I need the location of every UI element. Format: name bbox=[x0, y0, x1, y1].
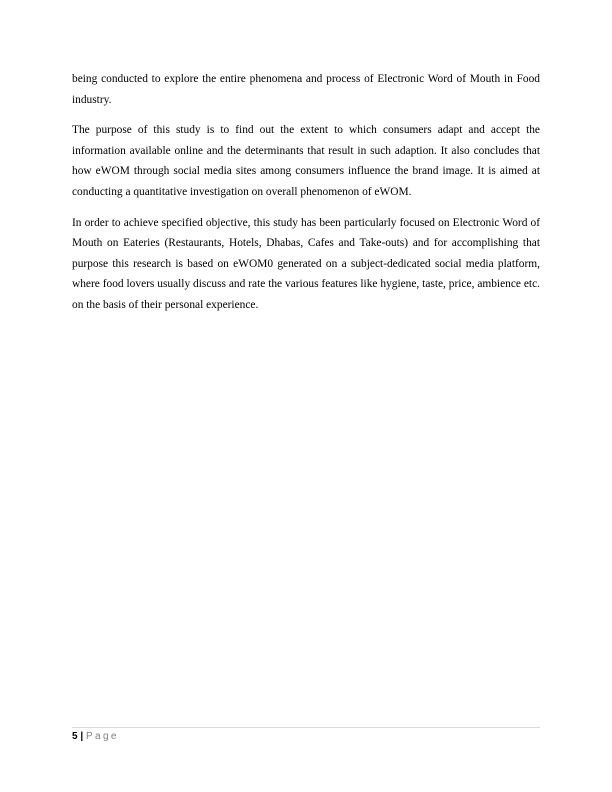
paragraph-purpose: The purpose of this study is to find out the extent to which consumers adapt and accept the information available online and the determinants that result in such adaption. It also concludes that how eWOM through social media sites among consumers influence the brand image. It is aimed at conducting a quantitative investigation on overall phenomenon of eWOM. bbox=[72, 124, 540, 198]
paragraph-objective: In order to achieve specified objective, this study has been particularly focused on Electronic Word of Mouth on Eateries (Restaurants, Hotels, Dhabas, Cafes and Take-outs) and for accomplishing that purpose this research is based on eWOM0 generated on a subject-dedicated social media platform, where food lovers usually discuss and rate the various features like hygiene, taste, price, ambience etc. on the basis of their personal experience. bbox=[72, 216, 540, 311]
body-text bbox=[72, 69, 540, 326]
page-number: 5 bbox=[72, 731, 78, 742]
page-label: Page bbox=[85, 731, 119, 742]
footer-separator: | bbox=[80, 731, 84, 742]
paragraph-continuation: being conducted to explore the entire phenomena and process of Electronic Word of Mouth in Food industry. bbox=[72, 73, 540, 106]
page-footer bbox=[72, 727, 540, 745]
